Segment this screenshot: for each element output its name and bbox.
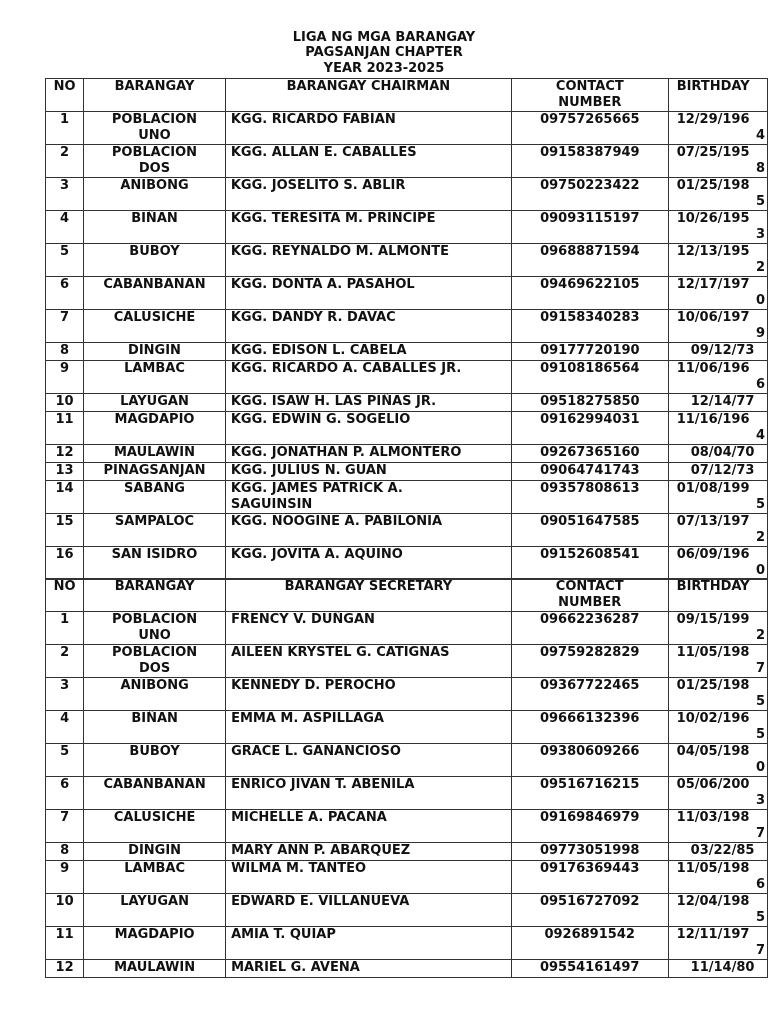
table-row bbox=[46, 843, 768, 861]
birthday-text: 12/13/195 bbox=[676, 244, 750, 259]
birthday-cell bbox=[668, 547, 767, 580]
person-name-cell: EDWARD E. VILLANUEVA bbox=[226, 894, 512, 927]
barangay-cell: LAYUGAN bbox=[84, 894, 226, 927]
birthday-text: 12/14/77 bbox=[690, 394, 755, 409]
birthday-text: 06/09/196 bbox=[676, 547, 750, 562]
birthday-cell bbox=[668, 244, 767, 277]
birthday-text: 10/26/195 bbox=[676, 211, 750, 226]
person-name-cell: FRENCY V. DUÑGAN bbox=[226, 612, 512, 645]
header-barangay-secretary: BARANGAY SECRETARY bbox=[226, 579, 512, 612]
table-header-row bbox=[46, 79, 768, 112]
birthday-text: 07/13/197 bbox=[676, 514, 750, 529]
birthday-text: 07/12/73 bbox=[690, 463, 755, 478]
barangay-cell: POBLACION UNO bbox=[84, 612, 226, 645]
person-name-cell: AMIA T. QUIAP bbox=[226, 927, 512, 960]
contact-number-cell: 09688871594 bbox=[511, 244, 668, 277]
table-row bbox=[46, 445, 768, 463]
birthday-cell bbox=[668, 810, 767, 843]
row-number: 2 bbox=[46, 145, 84, 178]
person-name-cell: KGG. EDWIN G. SOGELIO bbox=[225, 412, 511, 445]
birthday-text-wrap: 7 bbox=[755, 943, 765, 958]
barangay-cell: CABANBANAN bbox=[84, 777, 226, 810]
birthday-cell bbox=[668, 211, 767, 244]
barangay-cell: BIÑAN bbox=[84, 711, 226, 744]
barangay-cell: CALUSICHE bbox=[84, 310, 226, 343]
row-number: 6 bbox=[46, 777, 84, 810]
table-row bbox=[46, 277, 768, 310]
contact-number-cell: 09750223422 bbox=[511, 178, 668, 211]
contact-number-cell: 09162994031 bbox=[511, 412, 668, 445]
birthday-text: 11/14/80 bbox=[690, 960, 755, 975]
row-number: 8 bbox=[46, 343, 84, 361]
table-row bbox=[46, 145, 768, 178]
birthday-text: 01/25/198 bbox=[676, 678, 750, 693]
table-row bbox=[46, 394, 768, 412]
birthday-cell bbox=[668, 612, 767, 645]
barangay-cell: CALUSICHE bbox=[84, 810, 226, 843]
title-line-2: PAGSANJAN CHAPTER bbox=[305, 45, 463, 60]
title-line-1: LIGA NG MGA BARANGAY bbox=[292, 30, 476, 45]
contact-number-cell: 09267365160 bbox=[511, 445, 668, 463]
barangay-cell: ANIBONG bbox=[84, 678, 226, 711]
birthday-cell bbox=[668, 894, 767, 927]
birthday-cell bbox=[668, 178, 767, 211]
person-name-cell: KENNEDY D. PEROCHO bbox=[226, 678, 512, 711]
table-row bbox=[46, 244, 768, 277]
header-birthday: BIRTHDAY bbox=[668, 79, 767, 112]
row-number: 12 bbox=[46, 445, 84, 463]
barangay-cell: MAULAWIN bbox=[84, 960, 226, 978]
contact-number-cell: 09357808613 bbox=[511, 481, 668, 514]
table-row bbox=[46, 894, 768, 927]
person-name-cell: MARIEL G. AVENA bbox=[226, 960, 512, 978]
row-number: 15 bbox=[46, 514, 84, 547]
header-contact-number: CONTACT NUMBER bbox=[511, 79, 668, 112]
row-number: 2 bbox=[46, 645, 84, 678]
birthday-cell bbox=[668, 412, 767, 445]
barangay-cell: LAMBAC bbox=[84, 861, 226, 894]
birthday-cell bbox=[668, 310, 767, 343]
barangay-cell: LAYUGAN bbox=[84, 394, 226, 412]
person-name-cell: ENRICO JIVAN T. ABENILA bbox=[226, 777, 512, 810]
contact-number-cell: 09176369443 bbox=[511, 861, 668, 894]
person-name-cell: KGG. DONTA A. PASAHOL bbox=[225, 277, 511, 310]
birthday-text: 09/12/73 bbox=[690, 343, 755, 358]
table-row bbox=[46, 343, 768, 361]
barangay-cell: DINGIN bbox=[84, 343, 226, 361]
birthday-text: 07/25/195 bbox=[676, 145, 750, 160]
table-header-row bbox=[46, 579, 768, 612]
contact-number-cell: 09757265665 bbox=[511, 112, 668, 145]
birthday-text-wrap: 0 bbox=[755, 760, 765, 775]
birthday-text: 11/03/198 bbox=[676, 810, 750, 825]
birthday-cell bbox=[668, 960, 767, 978]
row-number: 11 bbox=[46, 927, 84, 960]
row-number: 13 bbox=[46, 463, 84, 481]
birthday-cell bbox=[668, 843, 767, 861]
person-name-cell: KGG. RICARDO FABIAN bbox=[225, 112, 511, 145]
row-number: 9 bbox=[46, 861, 84, 894]
table-row bbox=[46, 310, 768, 343]
row-number: 11 bbox=[46, 412, 84, 445]
table-row bbox=[46, 861, 768, 894]
birthday-text: 04/05/198 bbox=[676, 744, 750, 759]
birthday-text: 03/22/85 bbox=[690, 843, 755, 858]
table-row bbox=[46, 481, 768, 514]
birthday-text-wrap: 0 bbox=[755, 563, 765, 578]
row-number: 8 bbox=[46, 843, 84, 861]
barangay-cell: MAULAWIN bbox=[84, 445, 226, 463]
title-line-3: YEAR 2023-2025 bbox=[323, 61, 445, 76]
contact-number-cell: 09093115197 bbox=[511, 211, 668, 244]
birthday-text: 10/06/197 bbox=[676, 310, 750, 325]
person-name-cell: MICHELLE A. PACANA bbox=[226, 810, 512, 843]
contact-number-cell: 09158387949 bbox=[511, 145, 668, 178]
barangay-cell: BUBOY bbox=[84, 244, 226, 277]
birthday-cell bbox=[668, 463, 767, 481]
header-no: NO bbox=[46, 79, 84, 112]
table-row bbox=[46, 645, 768, 678]
person-name-cell: AILEEN KRYSTEL G. CATIGNAS bbox=[226, 645, 512, 678]
contact-number-cell: 09554161497 bbox=[511, 960, 668, 978]
birthday-text-wrap: 2 bbox=[755, 530, 765, 545]
row-number: 10 bbox=[46, 394, 84, 412]
row-number: 4 bbox=[46, 711, 84, 744]
header-birthday: BIRTHDAY bbox=[668, 579, 767, 612]
contact-number-cell: 09518275850 bbox=[511, 394, 668, 412]
birthday-cell bbox=[668, 145, 767, 178]
table-row bbox=[46, 112, 768, 145]
table-row bbox=[46, 514, 768, 547]
person-name-cell: KGG. JULIUS N. GUAN bbox=[225, 463, 511, 481]
barangay-cell: PINAGSANJAN bbox=[84, 463, 226, 481]
row-number: 4 bbox=[46, 211, 84, 244]
birthday-text: 12/11/197 bbox=[676, 927, 750, 942]
person-name-cell: KGG. JOSELITO S. ABLIR bbox=[225, 178, 511, 211]
person-name-cell: KGG. ISAW H. LAS PIÑAS JR. bbox=[225, 394, 511, 412]
table-row bbox=[46, 178, 768, 211]
person-name-cell: KGG. JONATHAN P. ALMONTERO bbox=[225, 445, 511, 463]
birthday-cell bbox=[668, 645, 767, 678]
person-name-cell: KGG. EDISON L. CABELA bbox=[225, 343, 511, 361]
barangay-cell: BIÑAN bbox=[84, 211, 226, 244]
birthday-text: 01/25/198 bbox=[676, 178, 750, 193]
birthday-cell bbox=[668, 112, 767, 145]
row-number: 6 bbox=[46, 277, 84, 310]
birthday-text-wrap: 3 bbox=[755, 793, 765, 808]
table-row bbox=[46, 927, 768, 960]
table-row bbox=[46, 361, 768, 394]
birthday-text-wrap: 2 bbox=[755, 628, 765, 643]
person-name-cell: KGG. JOVITA A. AQUINO bbox=[225, 547, 511, 580]
birthday-cell bbox=[668, 277, 767, 310]
contact-number-cell: 09773051998 bbox=[511, 843, 668, 861]
person-name-cell: KGG. RICARDO A. CABALLES JR. bbox=[225, 361, 511, 394]
row-number: 5 bbox=[46, 244, 84, 277]
row-number: 9 bbox=[46, 361, 84, 394]
birthday-text: 11/05/198 bbox=[676, 645, 750, 660]
birthday-text-wrap: 3 bbox=[755, 227, 765, 242]
birthday-text-wrap: 4 bbox=[755, 428, 765, 443]
table-row bbox=[46, 960, 768, 978]
row-number: 3 bbox=[46, 178, 84, 211]
row-number: 3 bbox=[46, 678, 84, 711]
header-barangay: BARANGAY bbox=[84, 79, 226, 112]
barangay-cell: POBLACION DOS bbox=[84, 645, 226, 678]
row-number: 1 bbox=[46, 112, 84, 145]
birthday-cell bbox=[668, 711, 767, 744]
row-number: 12 bbox=[46, 960, 84, 978]
header-contact-number: CONTACT NUMBER bbox=[511, 579, 668, 612]
table-row bbox=[46, 463, 768, 481]
row-number: 16 bbox=[46, 547, 84, 580]
barangay-cell: POBLACION UNO bbox=[84, 112, 226, 145]
contact-number-cell: 09177720190 bbox=[511, 343, 668, 361]
person-name-cell: KGG. NOOGINE A. PABILONIA bbox=[225, 514, 511, 547]
birthday-text-wrap: 7 bbox=[755, 826, 765, 841]
birthday-cell bbox=[668, 394, 767, 412]
birthday-text: 09/15/199 bbox=[676, 612, 750, 627]
barangay-cell: CABANBANAN bbox=[84, 277, 226, 310]
barangay-cell: POBLACION DOS bbox=[84, 145, 226, 178]
row-number: 14 bbox=[46, 481, 84, 514]
birthday-text-wrap: 5 bbox=[755, 194, 765, 209]
birthday-cell bbox=[668, 445, 767, 463]
birthday-text: 01/08/199 bbox=[676, 481, 750, 496]
person-name-cell: KGG. DANDY R. DAVAC bbox=[225, 310, 511, 343]
birthday-cell bbox=[668, 744, 767, 777]
birthday-text-wrap: 0 bbox=[755, 293, 765, 308]
table-row bbox=[46, 810, 768, 843]
birthday-cell bbox=[668, 481, 767, 514]
row-number: 7 bbox=[46, 310, 84, 343]
birthday-text: 11/05/198 bbox=[676, 861, 750, 876]
contact-number-cell: 09759282829 bbox=[511, 645, 668, 678]
contact-number-cell: 09469622105 bbox=[511, 277, 668, 310]
birthday-cell bbox=[668, 514, 767, 547]
contact-number-cell: 09380609266 bbox=[511, 744, 668, 777]
contact-number-cell: 09152608541 bbox=[511, 547, 668, 580]
person-name-cell: KGG. TERESITA M. PRINCIPE bbox=[225, 211, 511, 244]
row-number: 1 bbox=[46, 612, 84, 645]
contact-number-cell: 0926891542 bbox=[511, 927, 668, 960]
contact-number-cell: 09666132396 bbox=[511, 711, 668, 744]
contact-number-cell: 09367722465 bbox=[511, 678, 668, 711]
table-row bbox=[46, 744, 768, 777]
birthday-text: 05/06/200 bbox=[676, 777, 750, 792]
barangay-chairman-table bbox=[45, 78, 768, 580]
table-row bbox=[46, 678, 768, 711]
person-name-cell: KGG. REYNALDO M. ALMONTE bbox=[225, 244, 511, 277]
barangay-cell: SABANG bbox=[84, 481, 226, 514]
contact-number-cell: 09158340283 bbox=[511, 310, 668, 343]
person-name-cell: EMMA M. ASPILLAGA bbox=[226, 711, 512, 744]
birthday-text: 12/29/196 bbox=[676, 112, 750, 127]
birthday-text-wrap: 9 bbox=[755, 326, 765, 341]
contact-number-cell: 09516727092 bbox=[511, 894, 668, 927]
person-name-cell: GRACE L. GANANCIOSO bbox=[226, 744, 512, 777]
header-no: NO bbox=[46, 579, 84, 612]
contact-number-cell: 09051647585 bbox=[511, 514, 668, 547]
birthday-text: 11/06/196 bbox=[676, 361, 750, 376]
birthday-text: 12/17/197 bbox=[676, 277, 750, 292]
birthday-text-wrap: 8 bbox=[755, 161, 765, 176]
table-row bbox=[46, 777, 768, 810]
barangay-cell: MAGDAPIO bbox=[84, 927, 226, 960]
barangay-cell: SAN ISIDRO bbox=[84, 547, 226, 580]
birthday-text: 08/04/70 bbox=[690, 445, 755, 460]
row-number: 5 bbox=[46, 744, 84, 777]
barangay-cell: LAMBAC bbox=[84, 361, 226, 394]
person-name-cell: MARY ANN P. ABARQUEZ bbox=[226, 843, 512, 861]
birthday-text-wrap: 4 bbox=[755, 128, 765, 143]
birthday-cell bbox=[668, 861, 767, 894]
contact-number-cell: 09108186564 bbox=[511, 361, 668, 394]
barangay-cell: MAGDAPIO bbox=[84, 412, 226, 445]
birthday-cell bbox=[668, 927, 767, 960]
birthday-cell bbox=[668, 777, 767, 810]
birthday-text-wrap: 5 bbox=[755, 910, 765, 925]
birthday-cell bbox=[668, 678, 767, 711]
person-name-cell: WILMA M. TANTEO bbox=[226, 861, 512, 894]
table-row bbox=[46, 711, 768, 744]
birthday-text-wrap: 7 bbox=[755, 661, 765, 676]
table-row bbox=[46, 547, 768, 580]
birthday-cell bbox=[668, 343, 767, 361]
birthday-text: 12/04/198 bbox=[676, 894, 750, 909]
barangay-cell: DINGIN bbox=[84, 843, 226, 861]
table-row bbox=[46, 412, 768, 445]
birthday-text: 10/02/196 bbox=[676, 711, 750, 726]
birthday-cell bbox=[668, 361, 767, 394]
table-row bbox=[46, 211, 768, 244]
birthday-text-wrap: 2 bbox=[755, 260, 765, 275]
row-number: 10 bbox=[46, 894, 84, 927]
header-barangay: BARANGAY bbox=[84, 579, 226, 612]
birthday-text-wrap: 6 bbox=[755, 377, 765, 392]
barangay-cell: SAMPALOC bbox=[84, 514, 226, 547]
contact-number-cell: 09169846979 bbox=[511, 810, 668, 843]
barangay-secretary-table bbox=[45, 578, 768, 978]
birthday-text-wrap: 5 bbox=[755, 727, 765, 742]
contact-number-cell: 09662236287 bbox=[511, 612, 668, 645]
birthday-text-wrap: 6 bbox=[755, 877, 765, 892]
barangay-cell: ANIBONG bbox=[84, 178, 226, 211]
person-name-cell: KGG. JAMES PATRICK A. SAGUINSIN bbox=[225, 481, 511, 514]
birthday-text: 11/16/196 bbox=[676, 412, 750, 427]
barangay-cell: BUBOY bbox=[84, 744, 226, 777]
birthday-text-wrap: 5 bbox=[755, 497, 765, 512]
contact-number-cell: 09516716215 bbox=[511, 777, 668, 810]
row-number: 7 bbox=[46, 810, 84, 843]
contact-number-cell: 09064741743 bbox=[511, 463, 668, 481]
table-row bbox=[46, 612, 768, 645]
header-barangay-chairman: BARANGAY CHAIRMAN bbox=[225, 79, 511, 112]
person-name-cell: KGG. ALLAN E. CABALLES bbox=[225, 145, 511, 178]
birthday-text-wrap: 5 bbox=[755, 694, 765, 709]
